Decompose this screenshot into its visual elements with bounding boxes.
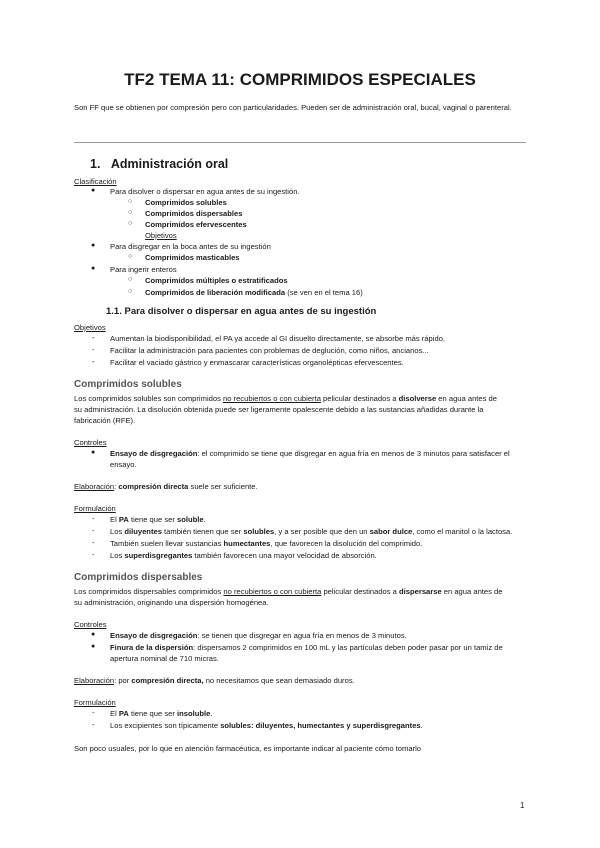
- bullet-icon: ●: [91, 265, 96, 272]
- divider: [74, 142, 526, 143]
- bullet-icon: ●: [91, 643, 96, 650]
- controles-label: Controles: [74, 620, 107, 629]
- sub-list-item: Comprimidos efervescentes: [145, 220, 247, 229]
- dash-bullet: -: [92, 345, 95, 354]
- intro-paragraph: Son FF que se obtienen por compresión pero con particularidades. Pueden ser de administración oral, bucal, vaginal o parenteral.: [74, 103, 512, 112]
- dispersables-paragraph: Los comprimidos dispersables comprimidos no recubiertos o con cubierta pelicular destinados a dispersarse en agua antes de: [74, 587, 503, 596]
- objetivos-label: Objetivos: [74, 323, 106, 332]
- list-item: Para disgregar en la boca antes de su ingestión: [110, 242, 271, 251]
- list-item: Los diluyentes también tienen que ser solubles, y a ser posible que den un sabor dulce, como el manitol o la lactosa.: [110, 527, 513, 536]
- bullet-icon: ●: [91, 631, 96, 638]
- sub-list-item: Comprimidos múltiples o estratificados: [145, 276, 288, 285]
- closing-paragraph: Son poco usuales, por lo que en atención farmacéutica, es importante indicar al paciente cómo tomarlo: [74, 744, 421, 753]
- list-item: Los excipientes son típicamente solubles: diluyentes, humectantes y superdisgregantes.: [110, 721, 423, 730]
- dispersables-paragraph-line: su administración, originando una dispersión homogénea.: [74, 598, 269, 607]
- list-item: Para ingerir enteros: [110, 265, 177, 274]
- list-item: Los superdisgregantes también favorecen una mayor velocidad de absorción.: [110, 551, 377, 560]
- formulacion-label: Formulación: [74, 504, 116, 513]
- section-title: Administración oral: [110, 157, 229, 171]
- elaboracion-line: Elaboración: compresión directa suele ser suficiente.: [74, 482, 258, 491]
- dash-bullet: -: [92, 708, 95, 717]
- control-item: Finura de la dispersión: dispersamos 2 comprimidos en 100 mL y las partículas deben poder pasar por un tamiz de: [110, 643, 503, 652]
- dash-bullet: -: [92, 357, 95, 366]
- control-item: Ensayo de disgregación: se tienen que disgregar en agua fría en menos de 3 minutos.: [110, 631, 407, 640]
- list-item: Aumentan la biodisponibilidad, el PA ya accede al GI disuelto directamente, se absorbe más rápido.: [110, 334, 446, 343]
- section-heading: [90, 157, 228, 171]
- sub-list-item: Comprimidos solubles: [145, 198, 227, 207]
- dash-bullet: -: [92, 550, 95, 559]
- control-item-line: apertura nominal de 710 micras.: [110, 654, 219, 663]
- sub-list-item: Comprimidos masticables: [145, 253, 240, 262]
- list-item: Para disolver o dispersar en agua antes de su ingestión.: [110, 187, 300, 196]
- solubles-paragraph-line: fabricación (RFE).: [74, 416, 136, 425]
- dispersables-heading: Comprimidos dispersables: [74, 572, 203, 583]
- clasificacion-label: Clasificación: [74, 177, 117, 186]
- solubles-paragraph-line: su administración. La disolución obtenida puede ser ligeramente opalescente debido a las sustancias añadidas durante la: [74, 405, 484, 414]
- controles-label: Controles: [74, 438, 107, 447]
- circle-bullet-icon: ○: [128, 288, 133, 295]
- dash-bullet: -: [92, 514, 95, 523]
- list-item: El PA tiene que ser soluble.: [110, 515, 206, 524]
- list-item: Facilitar el vaciado gástrico y enmascarar características organolépticas efervescentes.: [110, 358, 404, 367]
- circle-bullet-icon: ○: [128, 209, 133, 216]
- dash-bullet: -: [92, 720, 95, 729]
- list-item: También suelen llevar sustancias humectantes, que favorecen la disolución del comprimido.: [110, 539, 423, 548]
- circle-bullet-icon: ○: [128, 198, 133, 205]
- dash-bullet: -: [92, 333, 95, 342]
- section-number: 1.: [90, 157, 101, 171]
- bullet-icon: ●: [91, 187, 96, 194]
- page-number: 1: [520, 801, 525, 810]
- control-item: Ensayo de disgregación: el comprimido se tiene que disgregar en agua fría en menos de 3 minutos para satisfacer el: [110, 449, 510, 458]
- list-item: Facilitar la administración para pacientes con problemas de deglución, como niños, ancianos...: [110, 346, 429, 355]
- subsection-heading: 1.1. Para disolver o dispersar en agua antes de su ingestión: [106, 306, 377, 317]
- dash-bullet: -: [92, 538, 95, 547]
- elaboracion-line: Elaboración: por compresión directa, no necesitamos que sean demasiado duros.: [74, 676, 355, 685]
- solubles-heading: Comprimidos solubles: [74, 379, 182, 390]
- list-item: El PA tiene que ser insoluble.: [110, 709, 213, 718]
- circle-bullet-icon: ○: [128, 276, 133, 283]
- circle-bullet-icon: ○: [128, 253, 133, 260]
- formulacion-label: Formulación: [74, 698, 116, 707]
- page-title: TF2 TEMA 11: COMPRIMIDOS ESPECIALES: [124, 70, 476, 89]
- sub-list-item: Comprimidos dispersables: [145, 209, 243, 218]
- objetivos-note: Objetivos: [145, 231, 177, 240]
- circle-bullet-icon: ○: [128, 220, 133, 227]
- dash-bullet: -: [92, 526, 95, 535]
- control-item-line: ensayo.: [110, 460, 137, 469]
- bullet-icon: ●: [91, 449, 96, 456]
- bullet-icon: ●: [91, 242, 96, 249]
- sub-list-item: Comprimidos de liberación modificada (se ven en el tema 16): [145, 288, 363, 297]
- solubles-paragraph: Los comprimidos solubles son comprimidos no recubiertos o con cubierta pelicular destinados a disolverse en agua antes de: [74, 394, 497, 403]
